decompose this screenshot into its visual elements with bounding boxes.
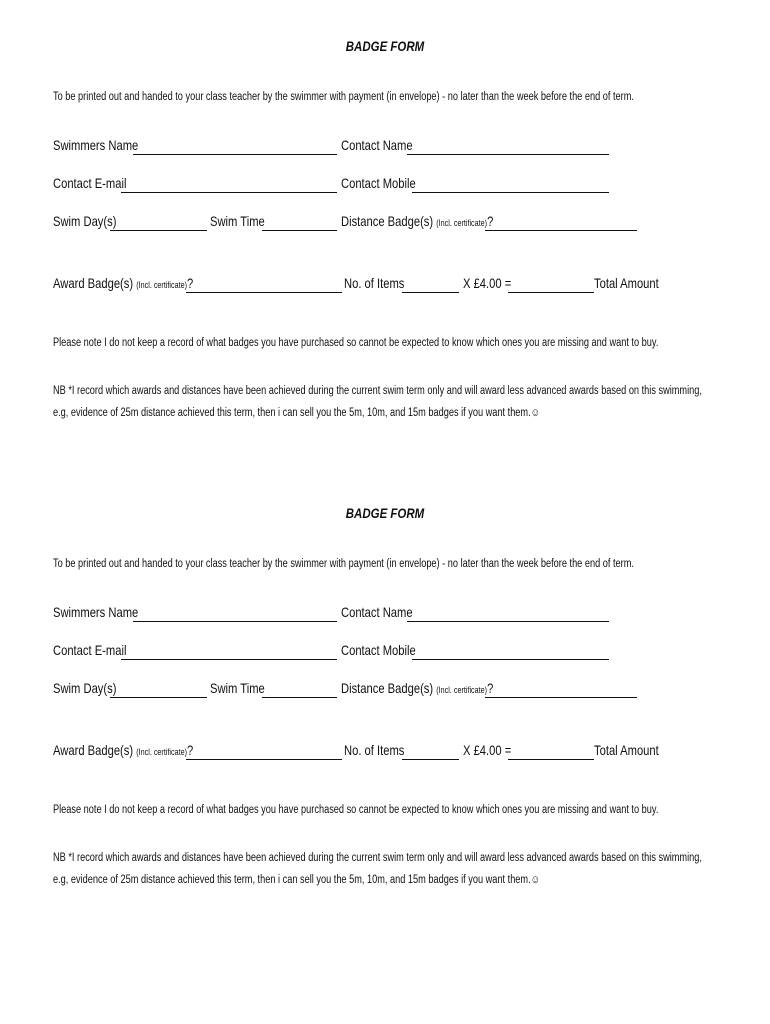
contact-mobile-label: Contact Mobile [341,642,416,658]
distance-badges-field[interactable] [485,230,637,231]
question-mark: ? [187,742,194,758]
distance-badges-label [341,212,493,232]
swim-time-field[interactable] [262,230,337,231]
contact-email-label: Contact E-mail [53,642,127,658]
note-text: Please note I do not keep a record of what badges you have purchased so cannot be expected to know which ones you are missing and want to buy. [53,337,659,349]
question-mark: ? [487,680,494,696]
award-badges-label [53,274,193,294]
swim-days-label: Swim Day(s) [53,680,117,696]
no-of-items-label: No. of Items [344,742,405,758]
swim-time-field[interactable] [262,697,337,698]
nb-text-line-2: e.g, evidence of 25m distance achieved this term, then i can sell you the 5m, 10m, and 15m badges if you want them.☺ [53,874,541,886]
award-badges-text: Award Badge(s) [53,275,134,291]
intro-text: To be printed out and handed to your class teacher by the swimmer with payment (in envelope) - no later than the week before the end of term. [53,558,634,570]
no-of-items-field[interactable] [402,759,459,760]
swim-time-label: Swim Time [210,680,265,696]
award-badges-text: Award Badge(s) [53,742,134,758]
contact-name-field[interactable] [407,621,609,622]
distance-badges-text: Distance Badge(s) [341,213,434,229]
distance-badges-text: Distance Badge(s) [341,680,434,696]
swim-days-label: Swim Day(s) [53,213,117,229]
form-title: BADGE FORM [345,38,425,54]
swim-days-field[interactable] [110,697,207,698]
swimmers-name-label: Swimmers Name [53,604,139,620]
swimmers-name-label: Swimmers Name [53,137,139,153]
distance-badges-label [341,679,493,699]
question-mark: ? [187,275,194,291]
award-badges-field[interactable] [186,759,342,760]
price-label: X £4.00 = [463,742,512,758]
total-amount-label: Total Amount [594,742,659,758]
nb-text-line-2: e.g, evidence of 25m distance achieved this term, then i can sell you the 5m, 10m, and 15m badges if you want them.☺ [53,407,541,419]
incl-certificate-note: (Incl. certificate) [436,218,488,228]
contact-name-label: Contact Name [341,604,413,620]
nb-text-line-1: NB *I record which awards and distances have been achieved during the current swim term only and will award less advanced awards based on this swimming, [53,385,702,397]
incl-certificate-note: (Incl. certificate) [136,280,188,290]
contact-email-label: Contact E-mail [53,175,127,191]
contact-mobile-field[interactable] [412,659,609,660]
total-amount-label: Total Amount [594,275,659,291]
award-badges-field[interactable] [186,292,342,293]
price-label: X £4.00 = [463,275,512,291]
award-badges-label [53,741,193,761]
nb-text-line-1: NB *I record which awards and distances have been achieved during the current swim term only and will award less advanced awards based on this swimming, [53,852,702,864]
form-title: BADGE FORM [345,505,425,521]
contact-mobile-label: Contact Mobile [341,175,416,191]
contact-mobile-field[interactable] [412,192,609,193]
swimmers-name-field[interactable] [133,154,337,155]
swimmers-name-field[interactable] [133,621,337,622]
incl-certificate-note: (Incl. certificate) [136,747,188,757]
contact-name-label: Contact Name [341,137,413,153]
contact-name-field[interactable] [407,154,609,155]
note-text: Please note I do not keep a record of what badges you have purchased so cannot be expected to know which ones you are missing and want to buy. [53,804,659,816]
contact-email-field[interactable] [121,659,337,660]
incl-certificate-note: (Incl. certificate) [436,685,488,695]
no-of-items-label: No. of Items [344,275,405,291]
distance-badges-field[interactable] [485,697,637,698]
swim-time-label: Swim Time [210,213,265,229]
intro-text: To be printed out and handed to your class teacher by the swimmer with payment (in envelope) - no later than the week before the end of term. [53,91,634,103]
price-total-field[interactable] [508,759,594,760]
contact-email-field[interactable] [121,192,337,193]
price-total-field[interactable] [508,292,594,293]
question-mark: ? [487,213,494,229]
no-of-items-field[interactable] [402,292,459,293]
swim-days-field[interactable] [110,230,207,231]
